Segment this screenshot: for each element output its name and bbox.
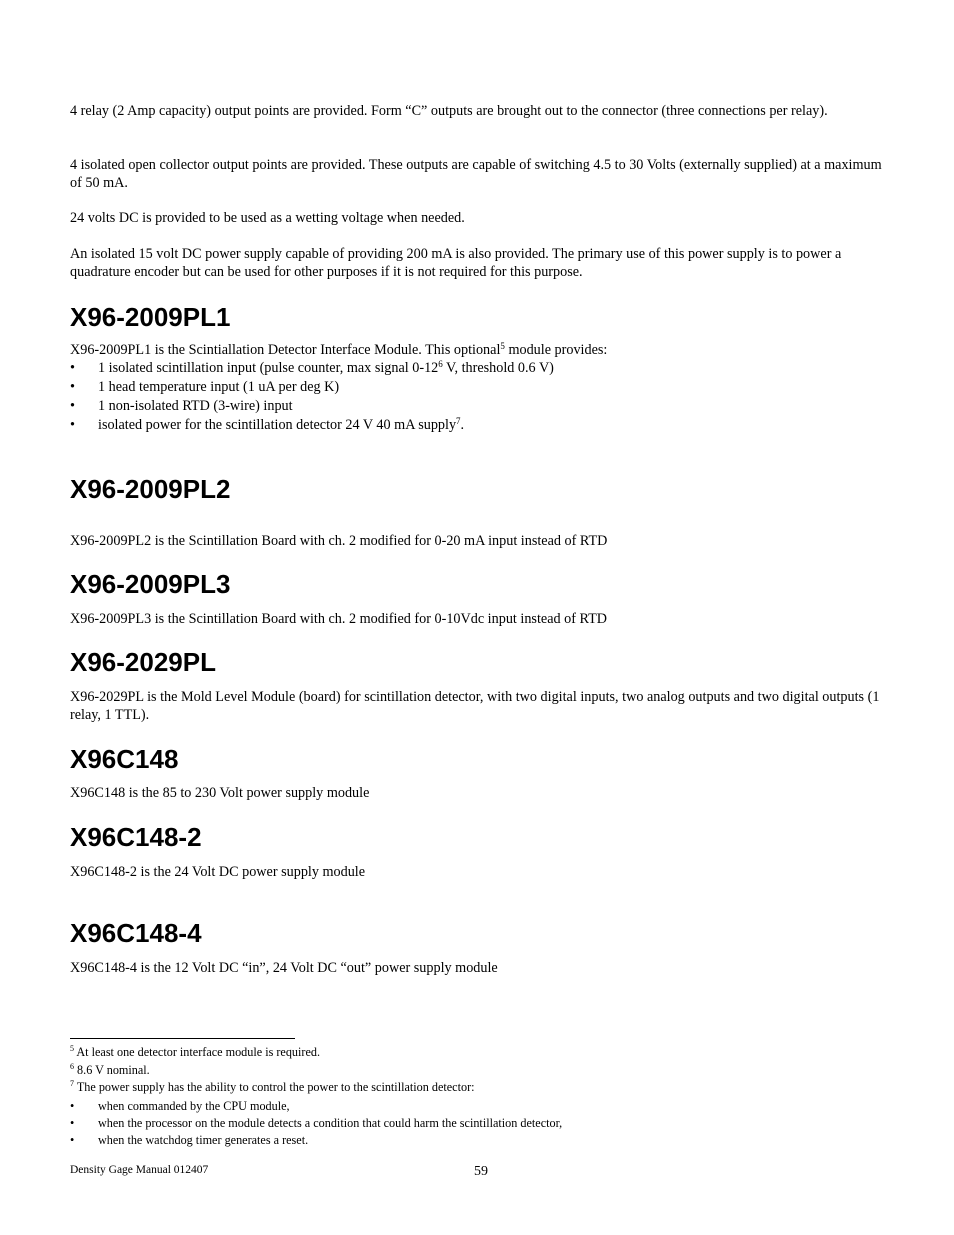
footnote-ref-6: 6 bbox=[438, 359, 443, 369]
heading-x96c148: X96C148 bbox=[70, 744, 179, 774]
heading-x96-2009pl2: X96-2009PL2 bbox=[70, 474, 231, 504]
intro-paragraph-open-collector: 4 isolated open collector output points are provided. These outputs are capable of switching 4.5 to 30 Volts (externally supplied) at a maximum of 50 mA. bbox=[70, 157, 882, 191]
list-item: • when the watchdog timer generates a reset. bbox=[70, 1132, 894, 1149]
list-item: • when the processor on the module detects a condition that could harm the scintillation detector, bbox=[70, 1115, 894, 1132]
footer-document-name: Density Gage Manual 012407 bbox=[70, 1164, 209, 1176]
heading-x96c148-2: X96C148-2 bbox=[70, 822, 202, 852]
section-2029pl-body: X96-2029PL is the Mold Level Module (board) for scintillation detector, with two digital inputs, two analog outputs and two digital outputs (1 relay, 1 TTL). bbox=[70, 689, 880, 723]
list-item: • 1 isolated scintillation input (pulse counter, max signal $0-12^6$ V, threshold 0.6 V) bbox=[70, 359, 894, 378]
pl1-text-a: X96-2009PL1 is the Scintiallation Detector Interface Module. This optional bbox=[70, 342, 501, 358]
list-item: • 1 head temperature input (1 uA per deg K) bbox=[70, 378, 894, 397]
section-pl1-body bbox=[70, 341, 894, 435]
pl1-text-b: module provides: bbox=[504, 342, 608, 358]
section-pl2-body: X96-2009PL2 is the Scintillation Board with ch. 2 modified for 0-20 mA input instead of RTD bbox=[70, 533, 608, 549]
heading-x96-2009pl3: X96-2009PL3 bbox=[70, 569, 231, 599]
footnote-7: $^7$ The power supply has the ability to control the power to the scintillation detector: bbox=[70, 1079, 475, 1094]
footnote-ref-7: 7 bbox=[456, 416, 461, 426]
footnote-7-list-container bbox=[70, 1098, 894, 1149]
pl1-feature-list bbox=[70, 359, 894, 435]
section-c148-2-body: X96C148-2 is the 24 Volt DC power supply module bbox=[70, 864, 366, 880]
heading-x96-2029pl: X96-2029PL bbox=[70, 647, 216, 677]
page-number: 59 bbox=[474, 1164, 488, 1179]
heading-x96-2009pl1: X96-2009PL1 bbox=[70, 302, 231, 332]
section-c148-4-body: X96C148-4 is the 12 Volt DC “in”, 24 Volt DC “out” power supply module bbox=[70, 960, 498, 976]
footnote-5: $^5$ At least one detector interface module is required. bbox=[70, 1044, 321, 1059]
section-pl3-body: X96-2009PL3 is the Scintillation Board with ch. 2 modified for 0-10Vdc input instead of RTD bbox=[70, 611, 608, 627]
footnote-ref-5: 5 bbox=[500, 341, 505, 351]
section-c148-body: X96C148 is the 85 to 230 Volt power supply module bbox=[70, 785, 370, 801]
list-item: • 1 non-isolated RTD (3-wire) input bbox=[70, 397, 894, 416]
intro-paragraph-wetting-voltage: 24 volts DC is provided to be used as a wetting voltage when needed. bbox=[70, 210, 465, 226]
heading-x96c148-4: X96C148-4 bbox=[70, 918, 202, 948]
footnote-separator bbox=[70, 1038, 295, 1039]
intro-paragraph-relay: 4 relay (2 Amp capacity) output points are provided. Form “C” outputs are brought out to the connector (three connections per relay). bbox=[70, 103, 828, 119]
footnote-6: $^6$ 8.6 V nominal. bbox=[70, 1062, 150, 1077]
footnote-7-list bbox=[70, 1098, 894, 1149]
list-item: • isolated power for the scintillation detector 24 V 40 mA supply$^7$. bbox=[70, 416, 894, 435]
list-item: • when commanded by the CPU module, bbox=[70, 1098, 894, 1115]
intro-paragraph-power-supply: An isolated 15 volt DC power supply capable of providing 200 mA is also provided. The primary use of this power supply is to power a quadrature encoder but can be used for other purposes if it is not required for this purpose. bbox=[70, 246, 842, 280]
